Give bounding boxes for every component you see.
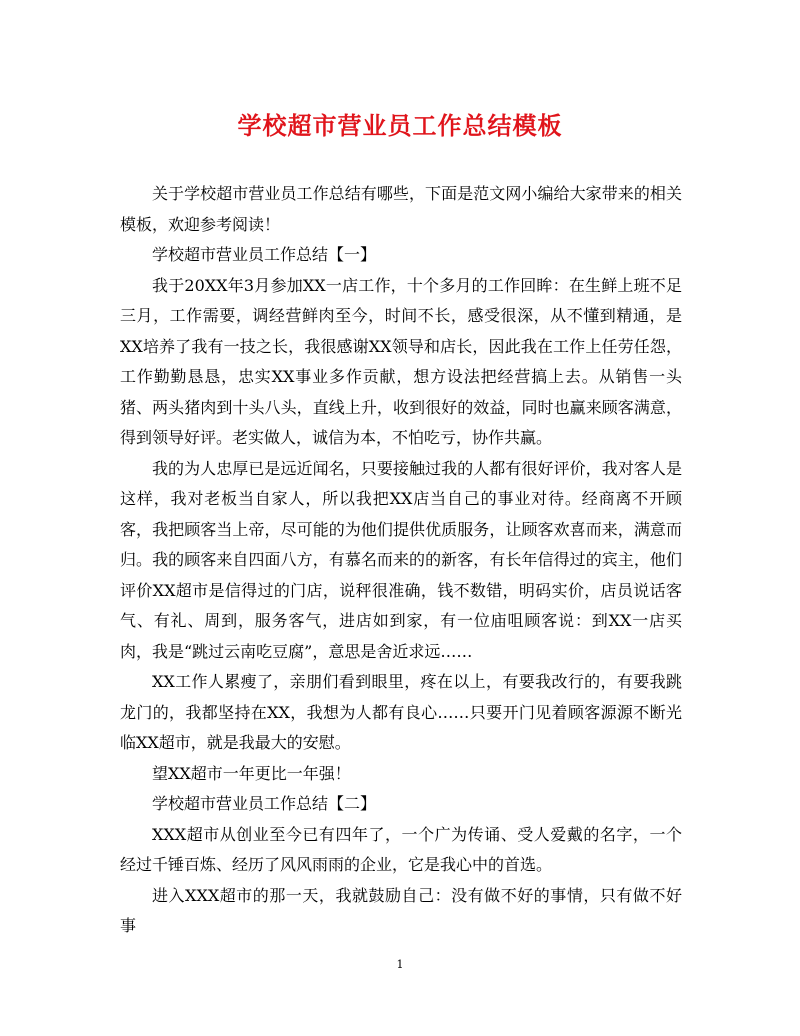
intro-paragraph: 关于学校超市营业员工作总结有哪些，下面是范文网小编给大家带来的相关模板，欢迎参考阅读！ bbox=[120, 184, 682, 234]
section-heading-1: 学校超市营业员工作总结【一】 bbox=[152, 245, 377, 264]
document-title: 学校超市营业员工作总结模板 bbox=[237, 111, 563, 140]
body-paragraph: 进入XXX超市的那一天，我就鼓励自己：没有做不好的事情，只有做不好事 bbox=[120, 885, 682, 935]
body-paragraph: 望XX超市一年更比一年强！ bbox=[152, 763, 351, 783]
section-heading-2: 学校超市营业员工作总结【二】 bbox=[152, 794, 377, 813]
body-paragraph: 我的为人忠厚已是远近闻名，只要接触过我的人都有很好评价，我对客人是这样，我对老板当自家人，所以我把XX店当自己的事业对待。经商离不开顾客，我把顾客当上帝，尽可能的为他们提供优质服务，让顾客欢喜而来，满意而归。我的顾客来自四面八方，有慕名而来的的新客，有长年信得过的宾主，他们评价XX超市是信得过的门店，说秤很准确，钱不数错，明码实价，店员说话客气、有礼、周到，服务客气，进店如到家，有一位庙咀顾客说：到XX一店买肉，我是“跳过云南吃豆腐”，意思是舍近求远…… bbox=[120, 458, 682, 661]
body-paragraph: 我于20XX年3月参加XX一店工作，十个多月的工作回眸：在生鲜上班不足三月，工作需要，调经营鲜肉至今，时间不长，感受很深，从不懂到精通，是XX培养了我有一技之长，我很感谢XX领导和店长，因此我在工作上任劳任怨，工作勤勤恳恳，忠实XX事业多作贡献，想方设法把经营搞上去。从销售一头猪、两头猪肉到十头八头，直线上升，收到很好的效益，同时也赢来顾客满意，得到领导好评。老实做人，诚信为本，不怕吃亏，协作共赢。 bbox=[120, 275, 682, 447]
page-number: 1 bbox=[396, 958, 404, 971]
document-body bbox=[120, 179, 682, 942]
body-paragraph: XXX超市从创业至今已有四年了，一个广为传诵、受人爱戴的名字，一个经过千锤百炼、经历了风风雨雨的企业，它是我心中的首选。 bbox=[120, 824, 682, 874]
body-paragraph: XX工作人累瘦了，亲朋们看到眼里，疼在以上，有要我改行的，有要我跳龙门的，我都坚持在XX，我想为人都有良心……只要开门见着顾客源源不断光临XX超市，就是我最大的安慰。 bbox=[120, 672, 682, 752]
